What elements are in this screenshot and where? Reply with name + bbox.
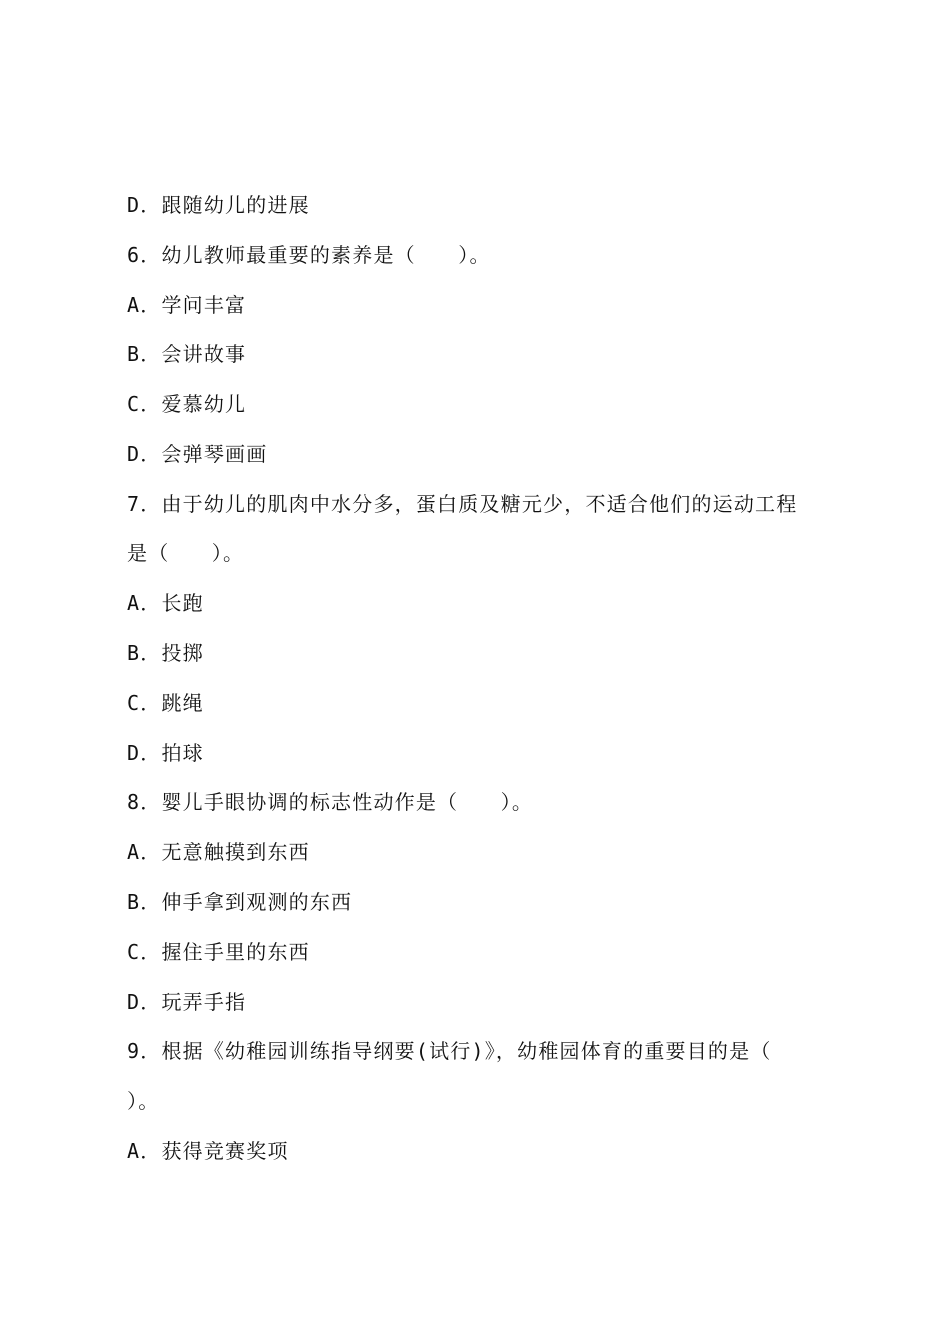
option-7b: B．投掷	[127, 641, 204, 665]
option-7a: A．长跑	[127, 591, 204, 615]
question-6: 6．幼儿教师最重要的素养是（ ）。	[127, 243, 491, 267]
option-8d: D．玩弄手指	[127, 990, 247, 1014]
option-6c: C．爱慕幼儿	[127, 392, 247, 416]
option-6b: B．会讲故事	[127, 342, 247, 366]
question-8: 8．婴儿手眼协调的标志性动作是（ ）。	[127, 790, 534, 814]
option-5d: D．跟随幼儿的进展	[127, 193, 310, 217]
option-9a: A．获得竞赛奖项	[127, 1139, 289, 1163]
option-6d: D．会弹琴画画	[127, 442, 268, 466]
option-8c: C．握住手里的东西	[127, 940, 310, 964]
question-7: 7．由于幼儿的肌肉中水分多，蛋白质及糖元少，不适合他们的运动工程	[127, 492, 798, 516]
option-7c: C．跳绳	[127, 691, 204, 715]
option-8a: A．无意触摸到东西	[127, 840, 310, 864]
option-7d: D．拍球	[127, 741, 204, 765]
option-8b: B．伸手拿到观测的东西	[127, 890, 353, 914]
question-7-cont: 是（ ）。	[127, 541, 245, 565]
option-6a: A．学问丰富	[127, 293, 247, 317]
question-9: 9．根据《幼稚园训练指导纲要(试行)》，幼稚园体育的重要目的是（	[127, 1039, 772, 1063]
question-9-cont: ）。	[127, 1089, 160, 1113]
document-page	[127, 0, 847, 1344]
